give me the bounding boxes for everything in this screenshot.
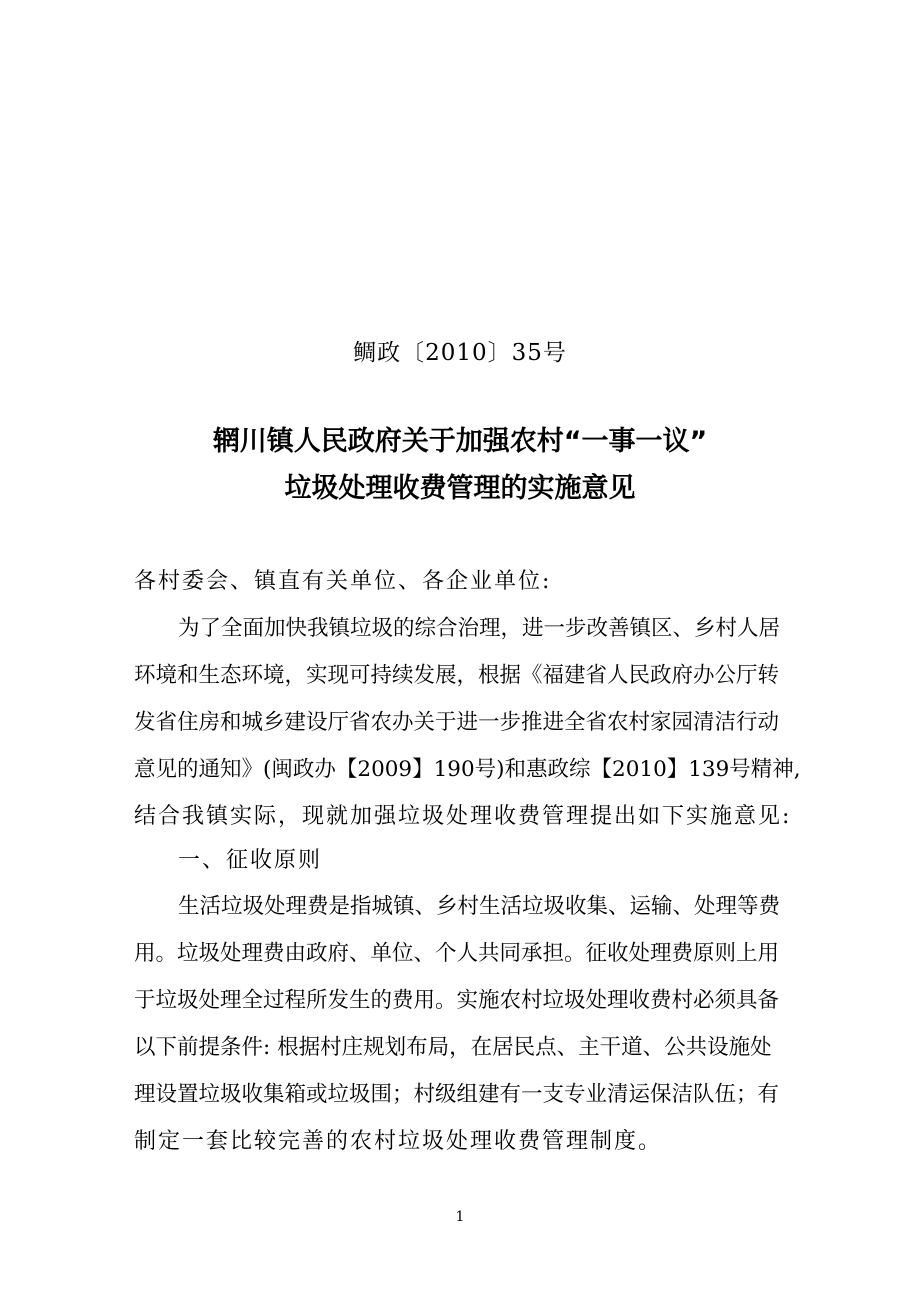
document-title-line-1: 辋川镇人民政府关于加强农村“一事一议” [212, 426, 708, 457]
paragraph-2-line: 以下前提条件: 根据村庄规划布局，在居民点、主干道、公共设施处 [134, 1035, 772, 1060]
salutation: 各村委会、镇直有关单位、各企业单位: [134, 569, 552, 594]
paragraph-2-line: 制定一套比较完善的农村垃圾处理收费管理制度。 [134, 1129, 663, 1154]
paragraph-1-line: 为了全面加快我镇垃圾的综合治理，进一步改善镇区、乡村人居 [178, 616, 781, 641]
paragraph-1-line: 环境和生态环境，实现可持续发展，根据《福建省人民政府办公厅转 [134, 663, 780, 688]
section-1-heading: 一、征收原则 [178, 848, 323, 873]
document-number: 鲷政〔2010〕35号 [353, 340, 567, 366]
paragraph-2-line: 用。垃圾处理费由政府、单位、个人共同承担。征收处理费原则上用 [134, 941, 780, 966]
document-title-line-2: 垃圾处理收费管理的实施意见 [284, 473, 636, 504]
paragraph-2-line: 于垃圾处理全过程所发生的费用。实施农村垃圾处理收费村必须具备 [134, 988, 780, 1013]
paragraph-2-line: 生活垃圾处理费是指城镇、乡村生活垃圾收集、运输、处理等费 [178, 894, 781, 919]
paragraph-1-line: 发省住房和城乡建设厅省农办关于进一步推进全省农村家园清洁行动 [134, 710, 780, 735]
paragraph-1-line: 意见的通知》(闽政办【2009】190号)和惠政综【2010】139号精神, [134, 757, 801, 782]
paragraph-1-line: 结合我镇实际，现就加强垃圾处理收费管理提出如下实施意见: [134, 804, 792, 829]
paragraph-2-line: 理设置垃圾收集箱或垃圾围；村级组建有一支专业清运保洁队伍；有 [134, 1082, 780, 1107]
page-number: 1 [455, 1209, 465, 1225]
